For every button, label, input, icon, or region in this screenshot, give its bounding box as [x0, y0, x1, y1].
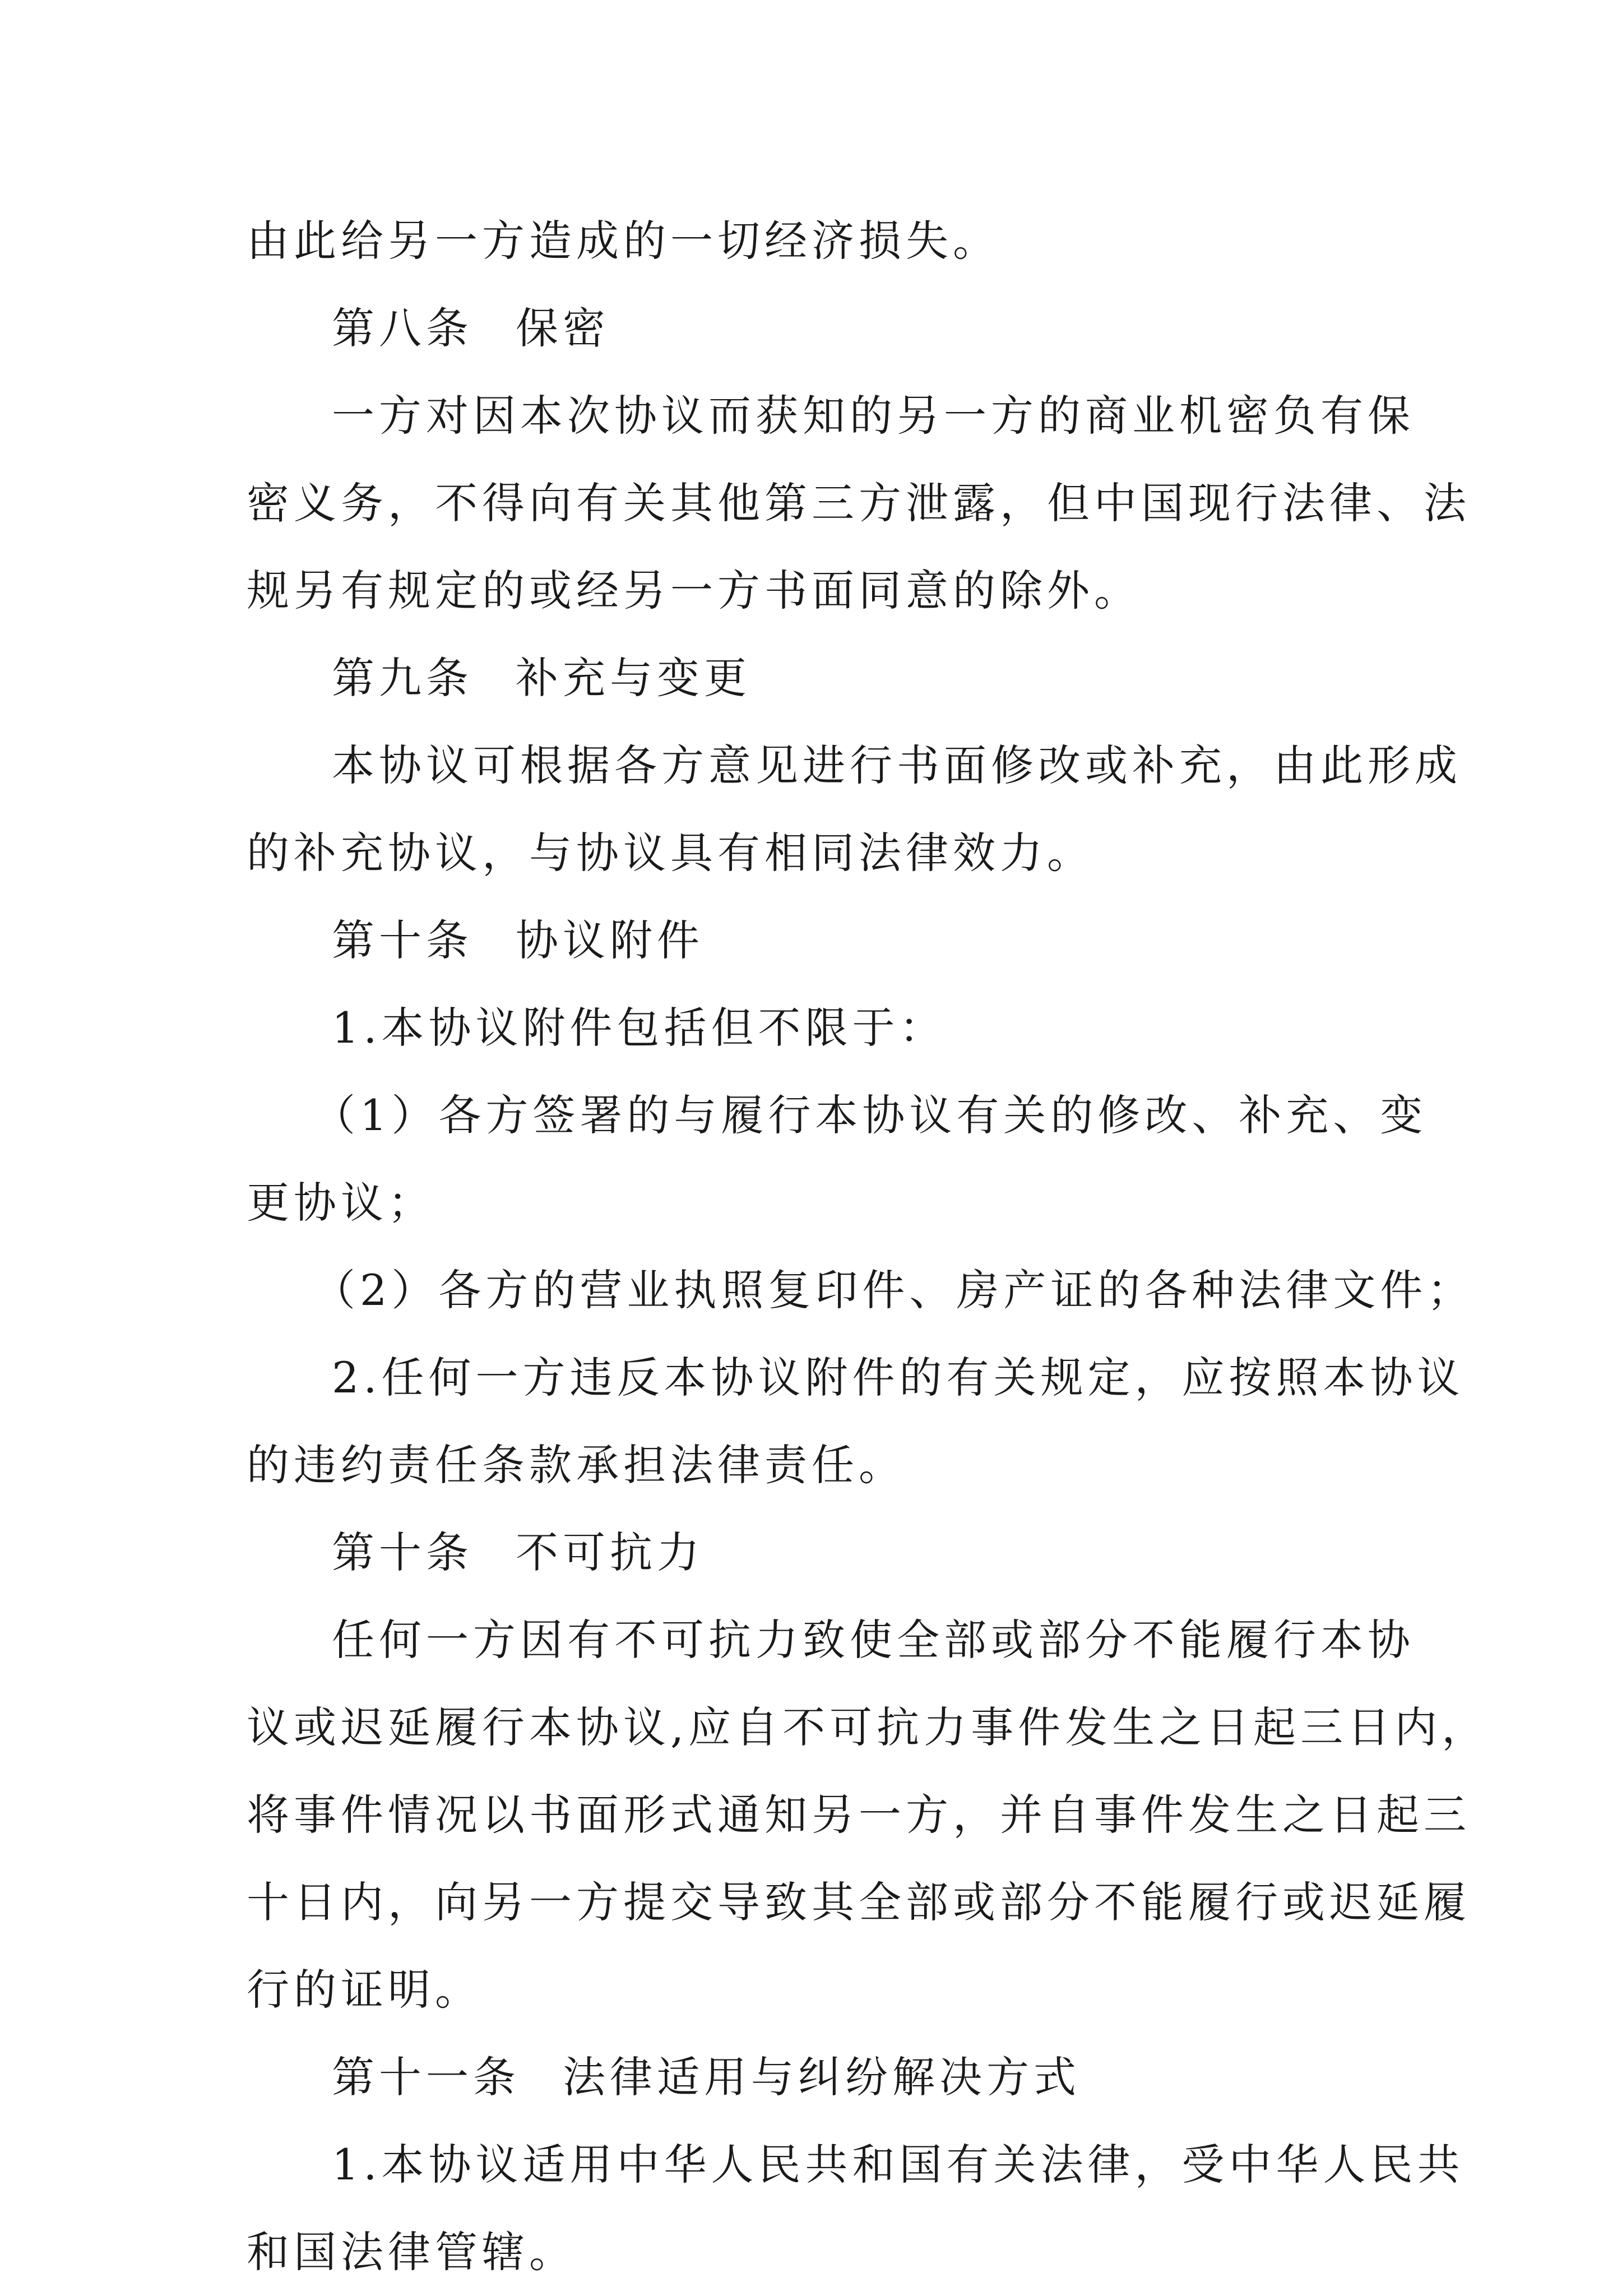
paragraph-line: 的补充协议，与协议具有相同法律效力。 — [247, 828, 1094, 878]
paragraph-line: 1.本协议附件包括但不限于： — [332, 1003, 947, 1053]
paragraph-line: 更协议； — [247, 1178, 435, 1228]
paragraph-line: 规另有规定的或经另一方书面同意的除外。 — [247, 566, 1141, 615]
paragraph-line: 1.本协议适用中华人民共和国有关法律，受中华人民共 — [332, 2140, 1465, 2189]
paragraph-line: 十日内，向另一方提交导致其全部或部分不能履行或迟延履 — [247, 1877, 1471, 1927]
paragraph-line: 由此给另一方造成的一切经济损失。 — [247, 216, 1000, 266]
article-title: 保密 — [516, 303, 610, 353]
article-heading-10b — [247, 1509, 1390, 1596]
article-number: 第十条 — [332, 1527, 473, 1577]
paragraph-line: 和国法律管辖。 — [247, 2227, 576, 2277]
paragraph-line: 密义务，不得向有关其他第三方泄露，但中国现行法律、法 — [247, 478, 1471, 528]
paragraph-line: 任何一方因有不可抗力致使全部或部分不能履行本协 — [332, 1615, 1415, 1665]
article-number: 第十条 — [332, 915, 473, 965]
paragraph-line: 将事件情况以书面形式通知另一方，并自事件发生之日起三 — [247, 1790, 1471, 1840]
article-title: 不可抗力 — [516, 1527, 704, 1577]
article-number: 第九条 — [332, 653, 473, 703]
article-heading-10a — [247, 897, 1390, 984]
paragraph-line: 2.任何一方违反本协议附件的有关规定，应按照本协议 — [332, 1353, 1465, 1402]
article-title: 补充与变更 — [516, 653, 751, 703]
paragraph-line: （1）各方签署的与履行本协议有关的修改、补充、变 — [313, 1090, 1428, 1140]
article-number: 第八条 — [332, 303, 473, 353]
article-title: 法律适用与纠纷解决方式 — [563, 2052, 1081, 2102]
article-heading-8 — [247, 285, 1390, 372]
paragraph-line: 议或迟延履行本协议,应自不可抗力事件发生之日起三日内， — [247, 1702, 1489, 1752]
paragraph-line: 行的证明。 — [247, 1965, 482, 2015]
paragraph-line: 一方对因本次协议而获知的另一方的商业机密负有保 — [332, 391, 1415, 441]
document-body — [247, 197, 1489, 2296]
paragraph-line: 本协议可根据各方意见进行书面修改或补充，由此形成 — [332, 740, 1462, 790]
article-heading-9 — [247, 635, 1390, 722]
article-title: 协议附件 — [516, 915, 704, 965]
paragraph-line: （2）各方的营业执照复印件、房产证的各种法律文件； — [313, 1265, 1475, 1315]
paragraph-line: 的违约责任条款承担法律责任。 — [247, 1440, 906, 1490]
article-number: 第十一条 — [332, 2052, 520, 2102]
article-heading-11 — [247, 2034, 1390, 2121]
